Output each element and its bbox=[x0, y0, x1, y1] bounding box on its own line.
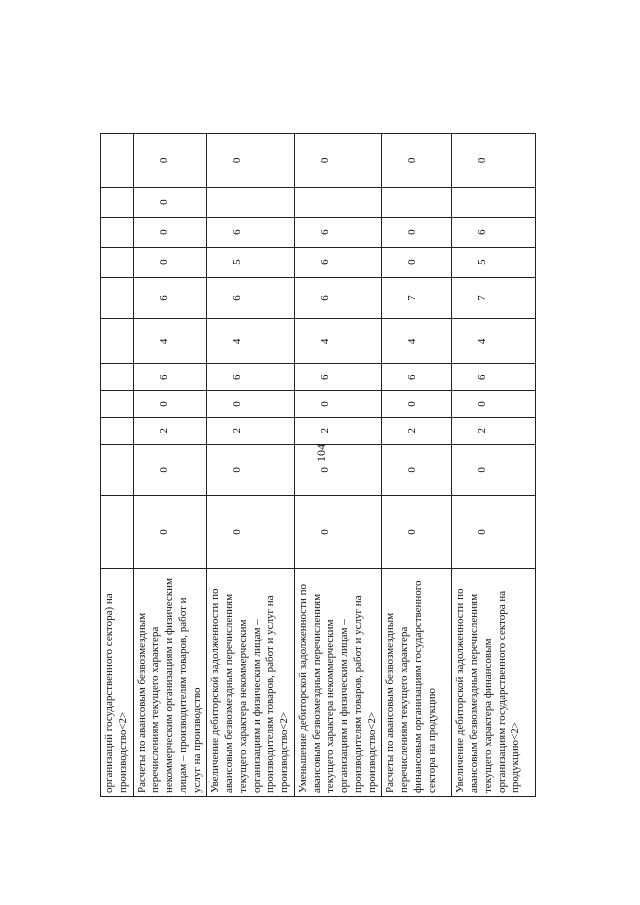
row-value-cell bbox=[101, 364, 134, 391]
row-value-cell: 0 bbox=[133, 444, 207, 495]
row-label: Расчеты по авансовым безвозмездным перечислениям текущего характера финансовым организациям государственного сектора на продукцию bbox=[382, 568, 452, 796]
row-value-cell: 5 bbox=[452, 247, 536, 277]
row-value-cell bbox=[452, 187, 536, 217]
row-value-cell: 2 bbox=[207, 417, 295, 444]
row-label: Увеличение дебиторской задолженности по авансовым безвозмездным перечислениям текущего характера некоммерческим организациям и физическим лицам – производителям товаров, работ и услуг на производство<2> bbox=[207, 568, 295, 796]
row-value-cell: 0 bbox=[382, 247, 452, 277]
row-label: Увеличение дебиторской задолженности по авансовым безвозмездным перечислениям текущего характера финансовым организациям государственного сектора на продукцию<2> bbox=[452, 568, 536, 796]
row-value-cell: 0 bbox=[452, 134, 536, 188]
row-value-cell bbox=[207, 187, 295, 217]
row-value-cell: 0 bbox=[207, 391, 295, 418]
row-value-cell: 5 bbox=[207, 247, 295, 277]
row-value-cell: 0 bbox=[133, 496, 207, 569]
row-value-cell: 4 bbox=[382, 319, 452, 364]
row-value-cell bbox=[294, 187, 382, 217]
row-value-cell: 0 bbox=[382, 391, 452, 418]
row-value-cell bbox=[101, 417, 134, 444]
table-row bbox=[101, 134, 134, 797]
row-value-cell: 2 bbox=[133, 417, 207, 444]
row-value-cell: 6 bbox=[294, 217, 382, 247]
row-value-cell: 0 bbox=[207, 134, 295, 188]
row-value-cell bbox=[382, 187, 452, 217]
table-row bbox=[207, 134, 295, 797]
row-value-cell: 4 bbox=[294, 319, 382, 364]
row-value-cell: 0 bbox=[133, 217, 207, 247]
row-value-cell: 6 bbox=[452, 364, 536, 391]
row-value-cell: 0 bbox=[133, 187, 207, 217]
row-value-cell: 4 bbox=[133, 319, 207, 364]
accounts-table bbox=[100, 133, 536, 797]
row-value-cell: 0 bbox=[294, 444, 382, 495]
row-value-cell: 0 bbox=[207, 496, 295, 569]
row-value-cell bbox=[101, 247, 134, 277]
row-value-cell: 2 bbox=[452, 417, 536, 444]
row-value-cell: 6 bbox=[294, 364, 382, 391]
row-value-cell: 6 bbox=[207, 364, 295, 391]
row-value-cell: 4 bbox=[207, 319, 295, 364]
row-value-cell: 0 bbox=[207, 444, 295, 495]
row-value-cell: 0 bbox=[294, 496, 382, 569]
row-value-cell: 0 bbox=[382, 444, 452, 495]
row-value-cell: 0 bbox=[382, 496, 452, 569]
row-value-cell: 4 bbox=[452, 319, 536, 364]
row-value-cell bbox=[101, 134, 134, 188]
row-value-cell bbox=[101, 217, 134, 247]
row-label: организаций государственного сектора) на производство<2> bbox=[101, 568, 134, 796]
row-value-cell bbox=[101, 187, 134, 217]
row-value-cell: 6 bbox=[207, 277, 295, 319]
row-value-cell bbox=[101, 391, 134, 418]
row-value-cell: 6 bbox=[133, 364, 207, 391]
row-value-cell: 0 bbox=[382, 217, 452, 247]
row-value-cell: 0 bbox=[133, 134, 207, 188]
row-label: Уменьшение дебиторской задолженности по авансовым безвозмездным перечислениям текущего характера некоммерческим организациям и физическим лицам – производителям товаров, работ и услуг на производство<2> bbox=[294, 568, 382, 796]
row-value-cell: 6 bbox=[294, 277, 382, 319]
row-value-cell: 0 bbox=[133, 247, 207, 277]
row-value-cell bbox=[101, 496, 134, 569]
row-value-cell: 0 bbox=[294, 134, 382, 188]
row-value-cell: 6 bbox=[294, 247, 382, 277]
row-value-cell: 0 bbox=[452, 496, 536, 569]
row-value-cell: 6 bbox=[133, 277, 207, 319]
row-value-cell: 0 bbox=[382, 134, 452, 188]
row-value-cell: 6 bbox=[452, 217, 536, 247]
row-value-cell: 7 bbox=[382, 277, 452, 319]
rotated-table-container bbox=[100, 133, 525, 797]
row-value-cell: 0 bbox=[452, 444, 536, 495]
table-row bbox=[452, 134, 536, 797]
table-row bbox=[382, 134, 452, 797]
row-value-cell: 0 bbox=[452, 391, 536, 418]
row-value-cell: 6 bbox=[382, 364, 452, 391]
row-value-cell bbox=[101, 444, 134, 495]
row-value-cell: 0 bbox=[294, 391, 382, 418]
row-value-cell bbox=[101, 277, 134, 319]
row-value-cell: 2 bbox=[294, 417, 382, 444]
row-value-cell: 2 bbox=[382, 417, 452, 444]
row-value-cell bbox=[101, 319, 134, 364]
row-value-cell: 7 bbox=[452, 277, 536, 319]
table-body bbox=[101, 134, 536, 797]
table-row bbox=[133, 134, 207, 797]
row-value-cell: 6 bbox=[207, 217, 295, 247]
page-number: 104 bbox=[314, 444, 328, 462]
row-label: Расчеты по авансовым безвозмездным перечислениям текущего характера некоммерческим организациям и физическим лицам – производителям товаров, работ и услуг на производство bbox=[133, 568, 207, 796]
row-value-cell: 0 bbox=[133, 391, 207, 418]
table-row bbox=[294, 134, 382, 797]
